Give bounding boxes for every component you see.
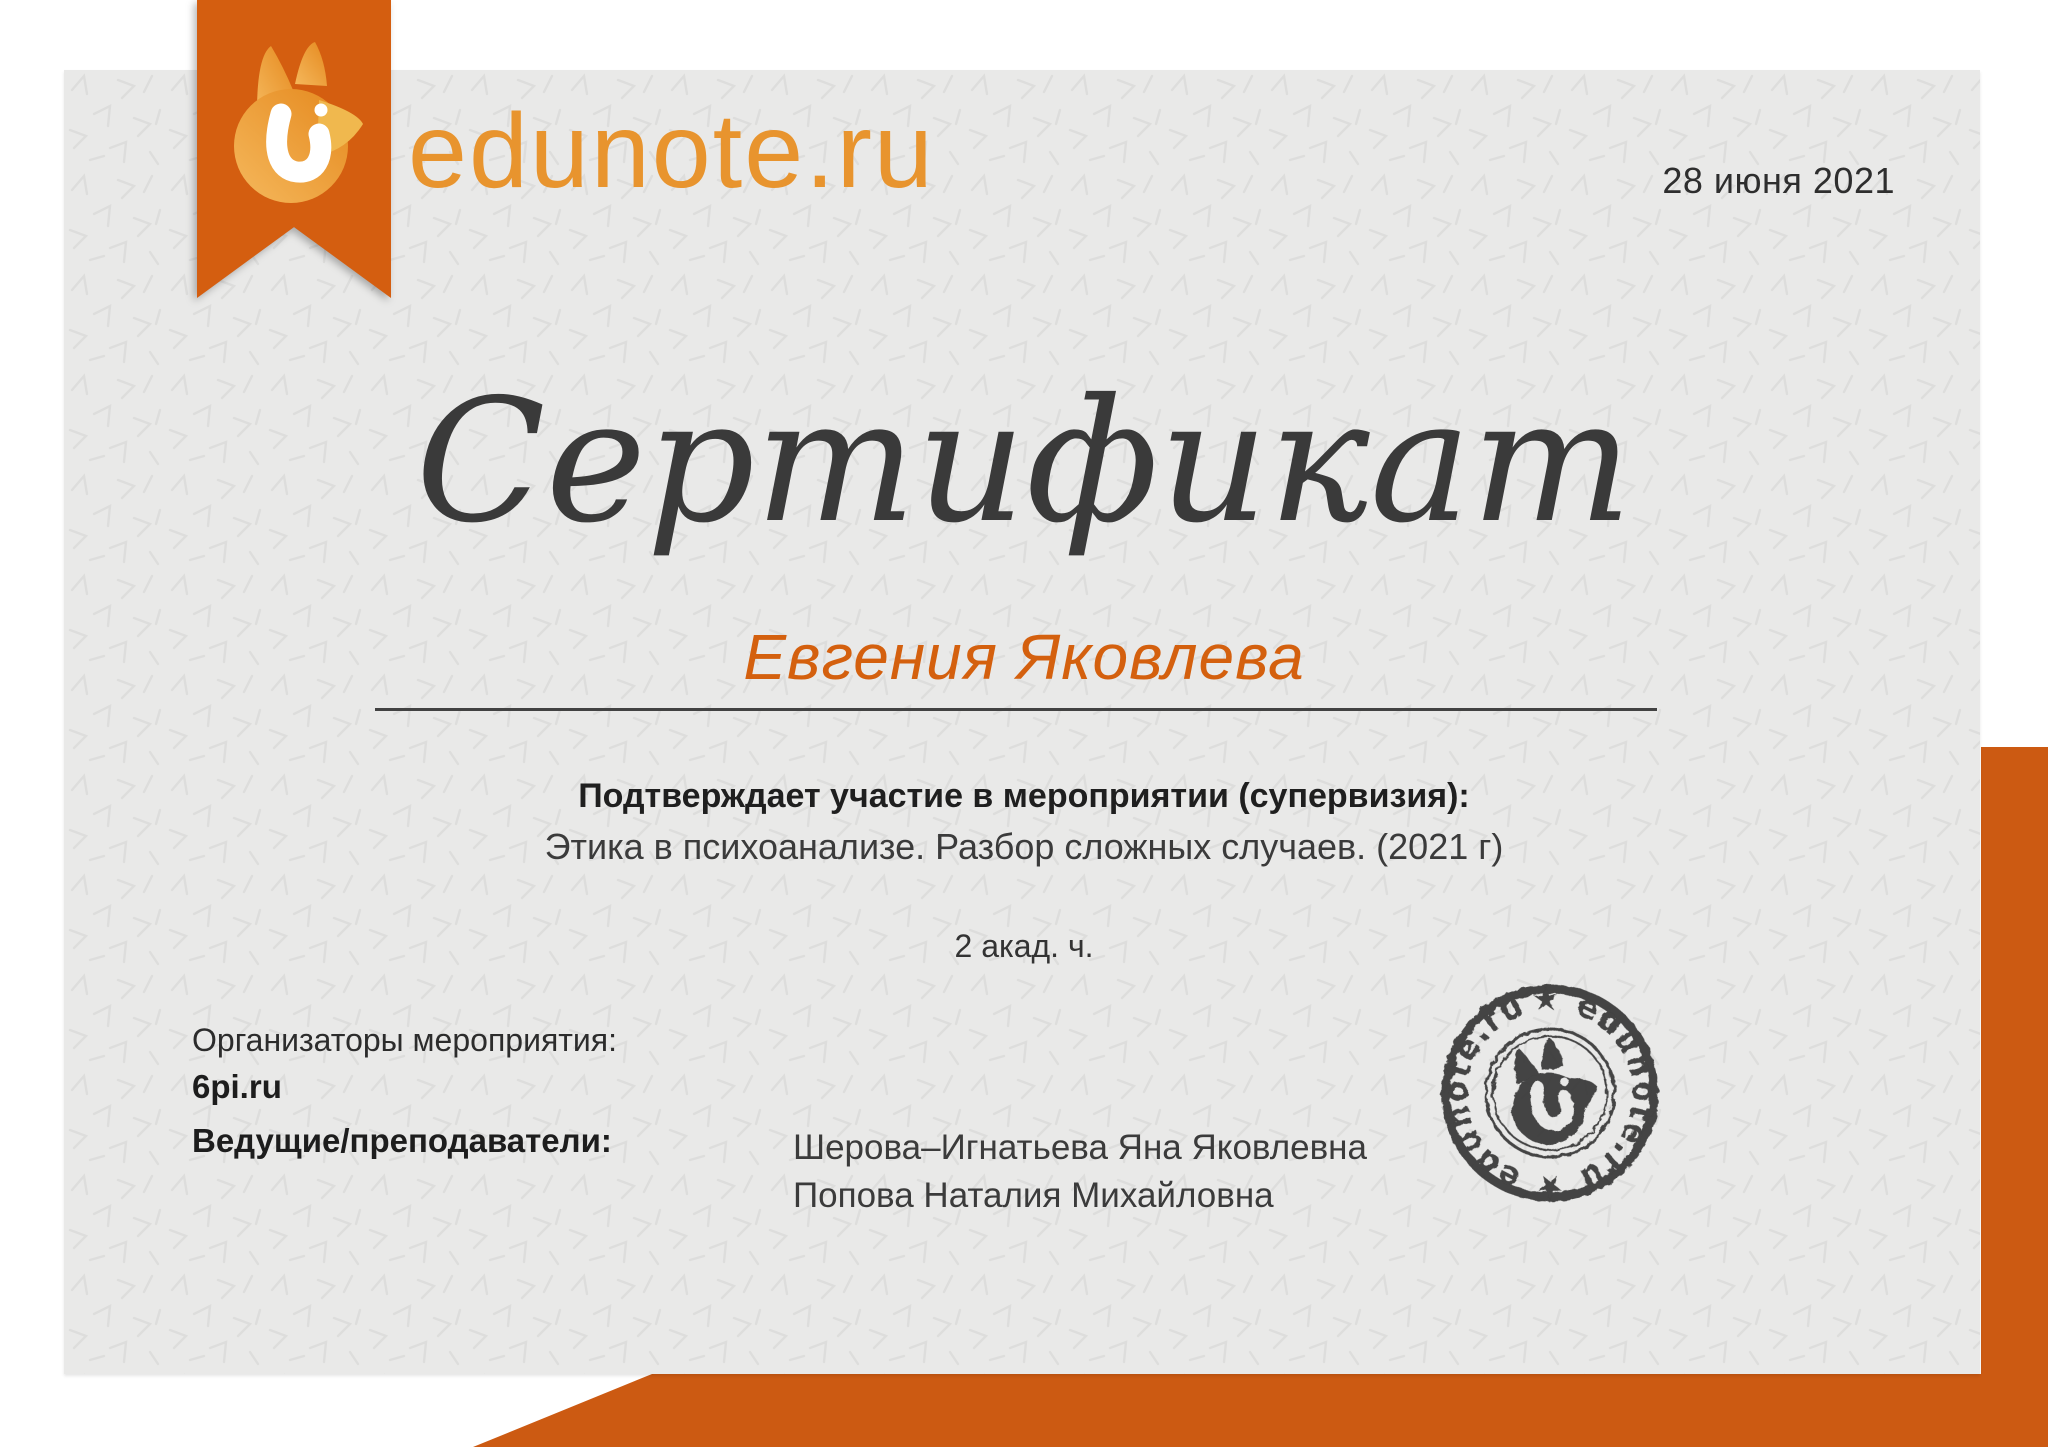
bookmark-ribbon: [197, 0, 391, 298]
stamp-icon: [1430, 973, 1670, 1213]
duration-text: 2 акад. ч.: [954, 928, 1094, 964]
teacher-name: Шерова–Игнатьева Яна Яковлевна: [793, 1128, 1367, 1167]
recipient-name: Евгения Яковлева: [743, 621, 1305, 693]
signature-line: [375, 708, 1657, 711]
organizer-name: 6pi.ru: [192, 1068, 282, 1105]
bookmark-ribbon-shape: [197, 0, 391, 298]
issue-date: 28 июня 2021: [1662, 160, 1895, 201]
brand-wordmark: edunote.ru: [408, 92, 935, 210]
organizers-label: Организаторы мероприятия:: [192, 1022, 618, 1058]
fox-logo-icon: [197, 0, 391, 268]
certificate-title: Сертификат: [415, 363, 1633, 561]
teachers-label: Ведущие/преподаватели:: [192, 1122, 612, 1159]
event-title: Этика в психоанализе. Разбор сложных случаев. (2021 г): [544, 826, 1504, 867]
teachers-list: [793, 1124, 1367, 1220]
teacher-name: Попова Наталия Михайловна: [793, 1176, 1274, 1215]
stamp-ring-text: ★ edunote.ru ★ edunote.ru: [1435, 978, 1665, 1208]
confirmation-heading: Подтверждает участие в мероприятии (супервизия):: [578, 777, 1470, 815]
